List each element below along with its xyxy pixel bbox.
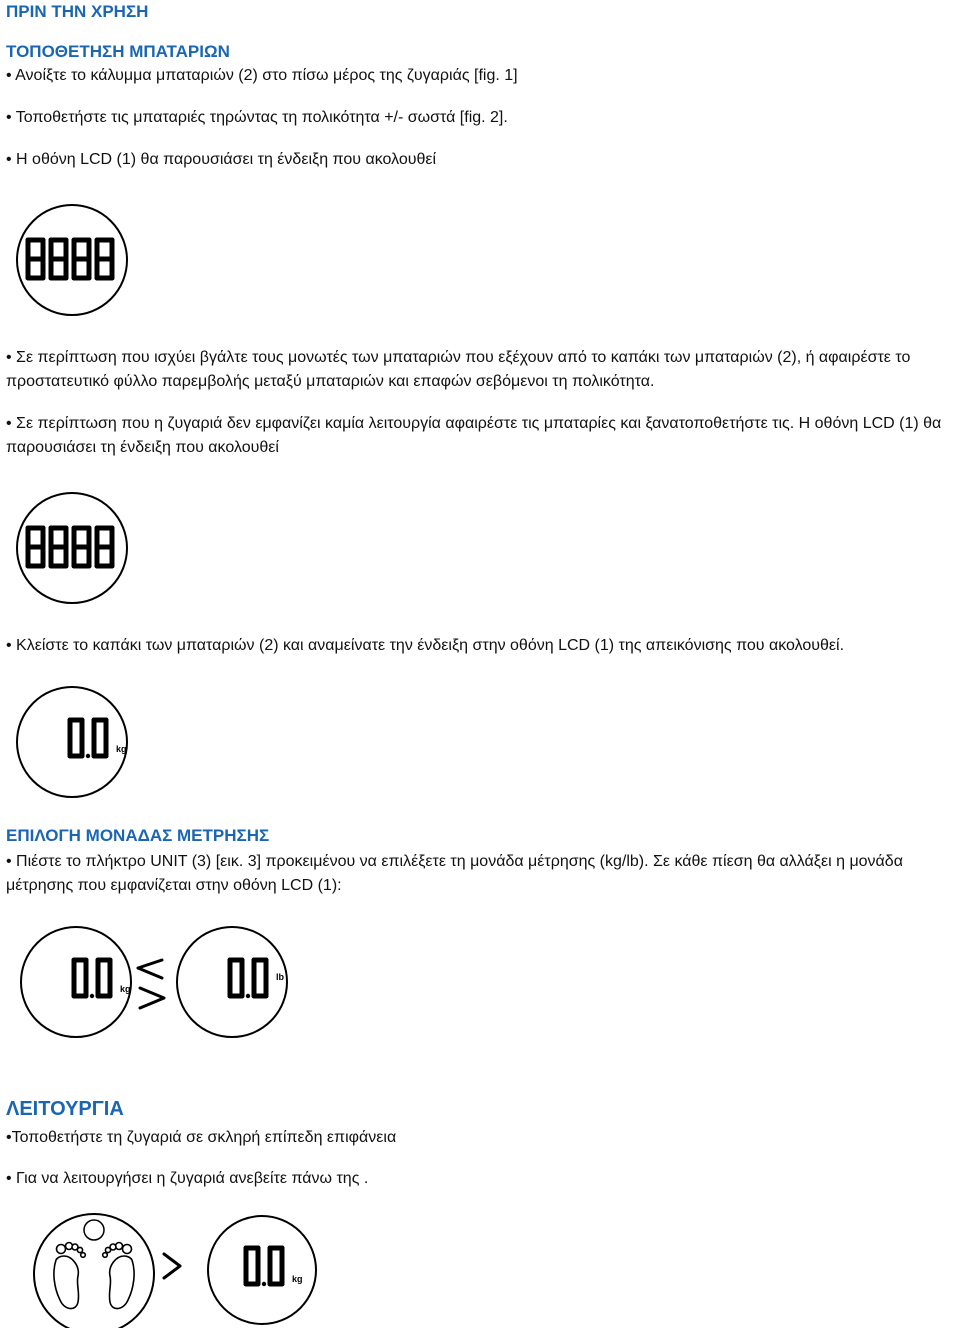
lcd-display-zero-kg-icon [200, 1212, 330, 1328]
section-title-unit-select: ΕΠΙΛΟΓΗ ΜΟΝΑΔΑΣ ΜΕΤΡΗΣΗΣ [6, 826, 270, 845]
bullet-close-cover: • Κλείστε το καπάκι των μπαταριών (2) και αναμείνατε την ένδειξη στην οθόνη LCD (1) της απεικόνισης που ακολουθεί. [6, 637, 845, 654]
unit-kg-label: kg [116, 744, 127, 754]
lcd-decimal-point [246, 994, 250, 998]
bullet-press-unit: • Πιέστε το πλήκτρο UNIT (3) [εικ. 3] προκειμένου να επιλέξετε τη μονάδα μέτρησης (kg/lb). Σε κάθε πίεση θα αλλάξει η μονάδα μέτρησης που εμφανίζεται στην οθόνη LCD (1): [6, 853, 903, 894]
bullet-insert-batteries: • Τοποθετήστε τις μπαταριές τηρώντας τη πολικότητα +/- σωστά [fig. 2]. [6, 109, 508, 126]
lcd-display-8888-icon [10, 488, 140, 608]
lcd-display-zero-kg-icon [10, 682, 140, 802]
subtitle-battery-install: ΤΟΠΟΘΕΤΗΣΗ ΜΠΑΤΑΡΙΩΝ [6, 42, 230, 61]
bullet-step-on: • Για να λειτουργήσει η ζυγαριά ανεβείτε πάνω της . [6, 1170, 369, 1187]
lcd-decimal-point [90, 994, 94, 998]
bullet-open-cover: • Ανοίξτε το κάλυμμα μπαταριών (2) στο πίσω μέρος της ζυγαριάς [fig. 1] [6, 67, 518, 84]
bullet-place-surface: •Τοποθετήστε τη ζυγαριά σε σκληρή επίπεδη επιφάνεια [6, 1129, 397, 1146]
arrow-right-icon [140, 988, 164, 1008]
section-title-before-use: ΠΡΙΝ ΤΗΝ ΧΡΗΣΗ [6, 2, 149, 21]
bullet-reinsert-batteries: • Σε περίπτωση που η ζυγαριά δεν εμφανίζει καμία λειτουργία αφαιρέστε τις μπαταρίες και ξανατοποθετήστε τις. Η οθόνη LCD (1) θα παρουσιάσει τη ένδειξη που ακολουθεί [6, 415, 942, 456]
footprints-icon [26, 1208, 162, 1328]
lcd-display-8888-icon [10, 200, 140, 320]
lcd-decimal-point [86, 754, 90, 758]
unit-kg-label: kg [120, 984, 131, 994]
unit-toggle-arrows [132, 948, 174, 1018]
lcd-display-zero-lb-icon [170, 922, 300, 1042]
unit-lb-label: lb [276, 972, 284, 982]
unit-kg-label: kg [292, 1274, 303, 1284]
lcd-display-zero-kg-icon [14, 922, 144, 1042]
lcd-decimal-point [262, 1282, 266, 1286]
arrow-left-icon [138, 960, 162, 978]
arrow-right-icon [160, 1250, 186, 1286]
bullet-remove-insulators: • Σε περίπτωση που ισχύει βγάλτε τους μονωτές των μπαταριών που εξέχουν από το καπάκι των μπαταριών (2), ή αφαιρέστε το προστατευτικό φύλλο παρεμβολής μεταξύ μπαταριών και επαφών σεβόμενοι τη πολικότητα. [6, 349, 911, 390]
bullet-lcd-shows: • Η οθόνη LCD (1) θα παρουσιάσει τη ένδειξη που ακολουθεί [6, 151, 437, 168]
section-title-operation: ΛΕΙΤΟΥΡΓΙΑ [6, 1098, 124, 1120]
